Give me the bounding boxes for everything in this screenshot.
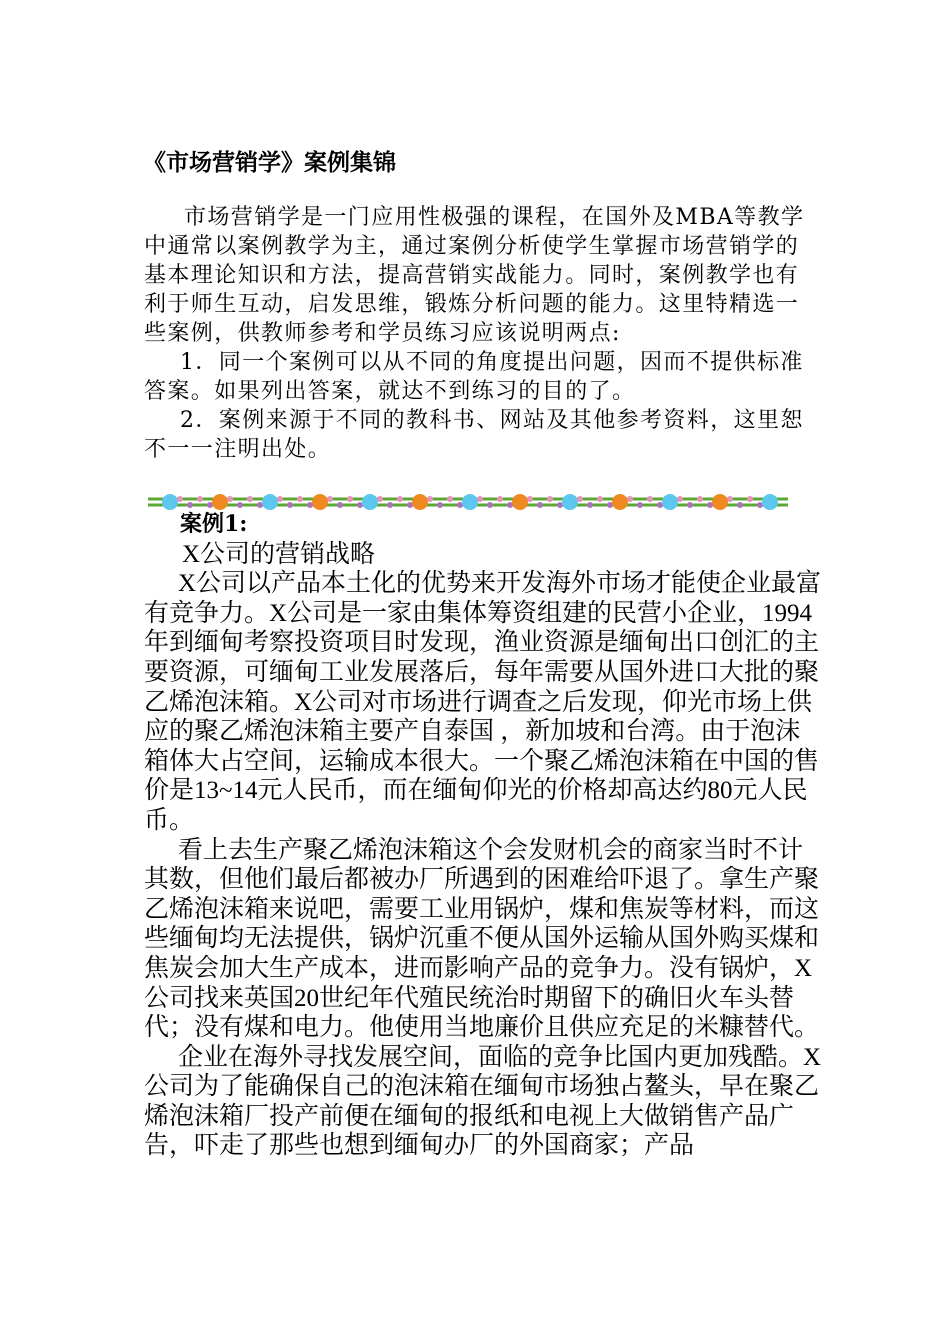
divider-small-bead: [177, 496, 183, 502]
divider-small-bead: [547, 496, 553, 502]
divider-small-bead: [347, 496, 353, 502]
case-paragraph-2: 看上去生产聚乙烯泡沫箱这个会发财机会的商家当时不计其数，但他们最后都被办厂所遇到的困难给吓退了。拿生产聚乙烯泡沫箱来说吧，需要工业用锅炉，煤和焦炭等材料，而这些缅甸均无法提供，锅炉沉重不便从国外运输从国外购买煤和焦炭会加大生产成本，进而影响产品的竞争力。没有锅炉，X公司找来英国20世纪年代殖民统治时期留下的确旧火车头替代；没有煤和电力。他使用当地廉价且供应充足的米糠替代。: [144, 836, 820, 1042]
document-title: 《市场营销学》案例集锦: [143, 150, 396, 176]
divider-small-bead: [747, 496, 753, 502]
case-paragraph-3: 企业在海外寻找发展空间，面临的竞争比国内更加残酷。X公司为了能确保自己的泡沫箱在缅甸市场独占鳌头，早在聚乙烯泡沫箱厂投产前便在缅甸的报纸和电视上大做销售产品广告，吓走了那些也想到缅甸办厂的外国商家；产品: [144, 1043, 822, 1160]
divider-small-bead: [537, 502, 543, 508]
intro-section: [144, 203, 812, 464]
divider-bead: [462, 494, 478, 510]
divider-small-bead: [497, 496, 503, 502]
divider-small-bead: [187, 502, 193, 508]
divider-bead: [662, 494, 678, 510]
divider-small-bead: [397, 496, 403, 502]
divider-small-bead: [447, 496, 453, 502]
note-item-1: 1．同一个案例可以从不同的角度提出问题，因而不提供标准答案。如果列出答案，就达不到练习的目的了。: [144, 350, 804, 404]
divider-small-bead: [487, 502, 493, 508]
divider-small-bead: [627, 496, 633, 502]
divider-bead: [312, 494, 328, 510]
divider-small-bead: [737, 502, 743, 508]
divider-small-bead: [377, 496, 383, 502]
divider-bead: [212, 494, 228, 510]
divider-bead: [512, 494, 528, 510]
divider-small-bead: [587, 502, 593, 508]
divider-small-bead: [697, 496, 703, 502]
divider-small-bead: [477, 496, 483, 502]
intro-paragraph: 市场营销学是一门应用性极强的课程，在国外及MBA等教学中通常以案例教学为主，通过案例分析使学生掌握市场营销学的基本理论知识和方法，提高营销实战能力。同时，案例教学也有利于师生互动，启发思维，锻炼分析问题的能力。这里特精选一些案例，供教师参考和学员练习应该说明两点:: [144, 205, 805, 346]
divider-small-bead: [227, 496, 233, 502]
divider-small-bead: [597, 496, 603, 502]
divider-small-bead: [527, 496, 533, 502]
divider-small-bead: [687, 502, 693, 508]
divider-small-bead: [297, 496, 303, 502]
divider-small-bead: [577, 496, 583, 502]
divider-bead: [612, 494, 628, 510]
divider-small-bead: [427, 496, 433, 502]
note-item-2: 2．案例来源于不同的教科书、网站及其他参考资料，这里恕不一一注明出处。: [144, 408, 804, 462]
divider-bead: [362, 494, 378, 510]
divider-small-bead: [677, 496, 683, 502]
divider-bead: [262, 494, 278, 510]
divider-small-bead: [237, 502, 243, 508]
divider-bead: [162, 494, 178, 510]
divider-small-bead: [197, 496, 203, 502]
divider-small-bead: [727, 496, 733, 502]
case-section: [144, 510, 824, 1161]
divider-bead: [562, 494, 578, 510]
case-paragraph-1: X公司以产品本土化的优势来开发海外市场才能使企业最富有竞争力。X公司是一家由集体筹资组建的民营小企业，1994年到缅甸考察投资项目时发现，渔业资源是缅甸出口创汇的主要资源，可缅甸工业发展落后，每年需要从国外进口大批的聚乙烯泡沫箱。X公司对市场进行调查之后发现，仰光市场上供应的聚乙烯泡沫箱主要产自泰国 ，新加坡和台湾。由于泡沫箱体大占空间，运输成本很大。一个聚乙烯泡沫箱在中国的售价是13~14元人民币，而在缅甸仰光的价格却高达约80元人民币。: [144, 570, 822, 834]
case-title: X公司的营销战略: [182, 540, 376, 568]
divider-small-bead: [247, 496, 253, 502]
divider-bead: [762, 494, 778, 510]
divider-small-bead: [387, 502, 393, 508]
divider-small-bead: [647, 496, 653, 502]
divider-small-bead: [327, 496, 333, 502]
divider-small-bead: [637, 502, 643, 508]
divider-bead: [712, 494, 728, 510]
divider-small-bead: [277, 496, 283, 502]
divider-small-bead: [287, 502, 293, 508]
case-label: 案例1:: [180, 511, 248, 537]
divider-bead: [412, 494, 428, 510]
divider-small-bead: [337, 502, 343, 508]
divider-small-bead: [437, 502, 443, 508]
